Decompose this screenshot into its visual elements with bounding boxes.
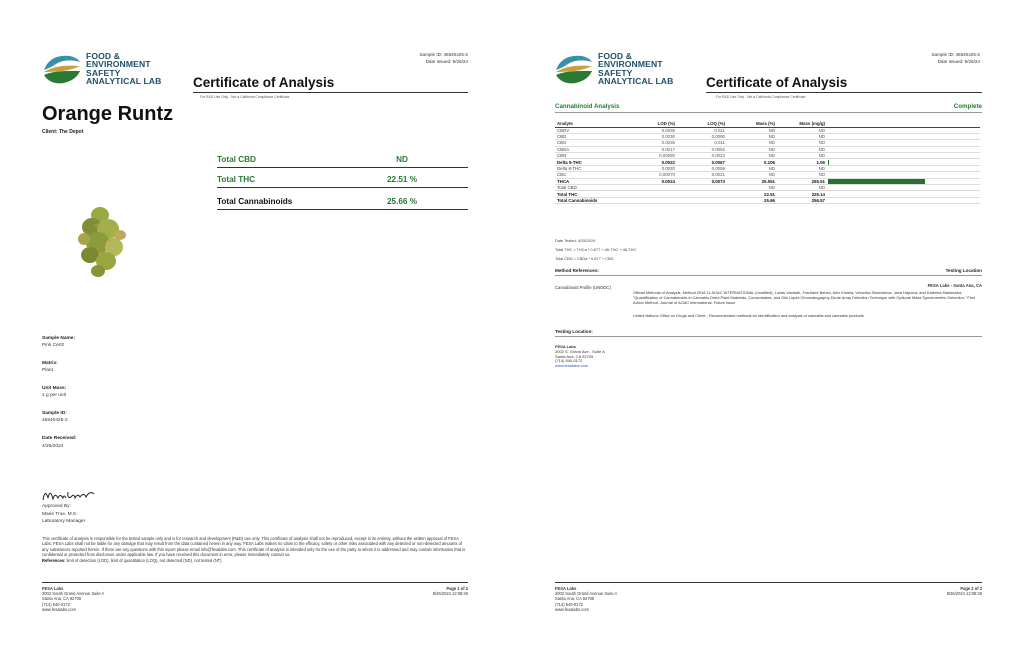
cannabinoid-table xyxy=(555,120,980,204)
unit-mass-label: Unit Mass: xyxy=(42,386,67,391)
cell-mass-mg: ND xyxy=(777,165,827,171)
cell-mass-mg: 256.57 xyxy=(777,197,827,203)
cell-lod: 0.00070 xyxy=(615,172,677,178)
summary-label: Total CBD xyxy=(217,155,256,164)
summary-row-total xyxy=(217,194,468,210)
rd-use-subtitle: For R&D Use Only - Not a California Compliance Certificate xyxy=(200,95,290,99)
cell-loq: 0.0024 xyxy=(677,153,727,159)
approver-name: Marie True, M.S. xyxy=(42,511,78,517)
fesa-logo-icon xyxy=(42,50,82,88)
logo-line-2: ENVIRONMENT xyxy=(598,59,663,70)
footer-phone: (714) 540-0172 xyxy=(42,601,70,607)
location-rule xyxy=(555,336,982,337)
footer-page-info xyxy=(433,586,468,596)
cell-lod: 0.0030 xyxy=(615,133,677,139)
col-mass-mg: Mass (mg/g) xyxy=(777,120,827,127)
cell-mass-pct: ND xyxy=(727,127,777,133)
summary-value: 22.51 % xyxy=(386,175,418,184)
cell-loq xyxy=(677,197,727,203)
footer-website[interactable]: www.fesalabs.com xyxy=(555,606,589,612)
client-name: Client: The Depot xyxy=(42,129,84,135)
rd-use-subtitle-p2: For R&D Use Only - Not a California Compliance Certificate xyxy=(716,95,806,99)
logo-line-4: ANALYTICAL LAB xyxy=(86,76,162,87)
cell-mass-mg: ND xyxy=(777,185,827,191)
cell-lod: 0.00080 xyxy=(615,153,677,159)
cell-mass-mg: ND xyxy=(777,133,827,139)
sample-id-label: Sample ID: 46540425-2 xyxy=(419,52,468,57)
cell-lod: 0.0036 xyxy=(615,140,677,146)
footer-website[interactable]: www.fesalabs.com xyxy=(42,606,76,612)
cell-mass-pct: ND xyxy=(727,153,777,159)
footer-company: FESA Labs xyxy=(555,586,577,591)
cell-analyte: CBDA xyxy=(555,146,615,152)
calc-notes xyxy=(555,236,636,263)
matrix-label: Matrix: xyxy=(42,361,58,366)
footer-address-1: 2002 South Grand Avenue Suite A xyxy=(555,591,618,597)
testing-location-col-label: Testing Location xyxy=(945,268,982,273)
footer-address-p2 xyxy=(555,586,617,612)
loc-address-1: 2002 S. Grand Ave., Suite A xyxy=(555,348,605,354)
cell-mass-pct: ND xyxy=(727,165,777,171)
method-citation: Official Methods of Analysis, Method 2018.11 AOAC INTERNATIONAL (modified), Lukas Vaclavik, Frantisek Benes, Alex Kimela, Veronika Sindowlova, Jana Hajsova, and Katerina Mastovska, "Quantification of Cannabinoids in Cannabis Dried Plant Materials, Concentrates, and Oils Liquid Chromatography-Diode Array Detection Technique with Optional Mass Spectrometric Detection," First Action Method, Journal of AOAC International, Future Issue xyxy=(633,290,975,305)
col-mass-pct: Mass (%) xyxy=(727,120,777,127)
fesa-logo xyxy=(42,50,212,90)
cell-mass-pct: ND xyxy=(727,146,777,152)
summary-label: Total THC xyxy=(217,175,256,184)
cell-mass-mg: ND xyxy=(777,140,827,146)
logo-text xyxy=(86,52,161,86)
cell-loq: 0.011 xyxy=(677,140,727,146)
logo-line-3: SAFETY xyxy=(86,67,121,78)
page-number: Page 2 of 2 xyxy=(960,586,982,591)
cell-analyte: Delta 9-THC xyxy=(555,159,615,165)
cell-analyte: Delta 8-THC xyxy=(555,165,615,171)
cell-analyte: THCA xyxy=(555,178,615,184)
disclaimer-text: This certificate of analysis is responsible for the tested sample only and is for research and development (R&D) use only. This certificate of analysis shall not be reproduced, except in its entirety, without the written approval of FESA Labs. FESA Labs shall not be liable for any damage that may result from the data contained herein in any way. FESA Labs makes no claim to the efficacy, safety or other risks associated with any detected or non-detected amounts of any substances reported herein. If there are any questions with this report please email info@fesalabs.com. This certificate of analysis is intended only for the use of the party to whom it is addressed and may contain information that is confidential or protected from disclosure under applicable law. If you have received this document in error, please immediately contact us. xyxy=(42,536,466,558)
sample-id-field-label: Sample ID: xyxy=(42,411,67,416)
fesa-logo-icon xyxy=(554,50,594,88)
concentration-bar xyxy=(828,179,925,184)
loc-phone: (714) 540-0172 xyxy=(555,358,583,364)
date-received-value: 4/25/2024 xyxy=(42,444,64,449)
header-meta xyxy=(419,52,468,65)
footer-address xyxy=(42,586,104,612)
col-bar xyxy=(827,120,980,127)
cell-loq: 0.011 xyxy=(677,127,727,133)
cell-mass-pct: ND xyxy=(727,185,777,191)
cell-mass-pct: 22.51 xyxy=(727,191,777,197)
signature-block xyxy=(42,503,85,526)
cell-lod: 0.0017 xyxy=(615,146,677,152)
references-text: limit of detection (LOD), limit of quantitation (LOQ), not detected (ND), not tested (NT) xyxy=(66,557,222,563)
summary-value: ND xyxy=(396,155,408,164)
method-location: FESA Labs - Santa Ana, CA xyxy=(927,283,982,288)
cell-mass-pct: 25.66 xyxy=(727,197,777,203)
approved-by-label: Approved By: xyxy=(42,504,71,509)
references-label: References: xyxy=(42,557,66,563)
cell-mass-mg: ND xyxy=(777,146,827,152)
cell-mass-mg: ND xyxy=(777,172,827,178)
logo-text xyxy=(598,52,673,86)
col-loq: LOQ (%) xyxy=(677,120,727,127)
cell-lod: 0.0024 xyxy=(615,178,677,184)
coa-title-p2: Certificate of Analysis xyxy=(706,75,848,90)
sample-name-label: Sample Name: xyxy=(42,336,76,341)
coa-title: Certificate of Analysis xyxy=(193,75,335,90)
total-thc-formula: Total THC = THCa * 0.877 + d9-THC + d8-THC xyxy=(555,247,637,252)
cell-analyte: CBC xyxy=(555,172,615,178)
cell-mass-mg: ND xyxy=(777,153,827,159)
cannabis-flower-image xyxy=(70,195,140,285)
analysis-status: Complete xyxy=(953,103,982,110)
summary-row-cbd xyxy=(217,152,468,168)
title-rule xyxy=(193,92,468,93)
testing-location-heading: Testing Location: xyxy=(555,329,593,334)
unit-mass-value: 1 g per unit xyxy=(42,393,67,398)
cell-analyte: Total THC xyxy=(555,191,615,197)
logo-line-2: ENVIRONMENT xyxy=(86,59,151,70)
cell-loq: 0.0090 xyxy=(677,133,727,139)
cell-mass-pct: 25.551 xyxy=(727,178,777,184)
cell-mass-mg: 225.14 xyxy=(777,191,827,197)
footer-timestamp: 9/26/2024 12:08:36 xyxy=(432,591,468,597)
fesa-logo-p2 xyxy=(554,50,724,90)
cell-analyte: Total CBD xyxy=(555,185,615,191)
cell-analyte: CBD xyxy=(555,133,615,139)
loc-website-link[interactable]: www.fesalabs.com xyxy=(555,363,589,369)
cell-mass-mg: ND xyxy=(777,127,827,133)
cell-mass-pct: ND xyxy=(727,133,777,139)
footer-page-info-p2 xyxy=(947,586,982,596)
testing-location-block xyxy=(555,345,605,369)
cell-mass-mg: 255.51 xyxy=(777,178,827,184)
cell-mass-pct: 0.106 xyxy=(727,159,777,165)
summary-row-thc xyxy=(217,172,468,188)
page-number: Page 1 of 2 xyxy=(446,586,468,591)
logo-line-1: FOOD & xyxy=(598,51,633,61)
method-name: Cannabinoid Profile (UNODC) xyxy=(555,285,611,290)
cell-loq: 0.0073 xyxy=(677,178,727,184)
summary-label: Total Cannabinoids xyxy=(217,197,293,206)
sample-id-field-value: 46540425-2 xyxy=(42,418,68,423)
cell-lod: 0.0035 xyxy=(615,127,677,133)
cannabinoid-section-title: Cannabinoid Analysis xyxy=(555,103,620,110)
cell-lod xyxy=(615,197,677,203)
sample-name-value: Pink Certz xyxy=(42,343,65,348)
logo-line-3: SAFETY xyxy=(598,67,633,78)
disclaimer xyxy=(42,536,466,563)
date-issued-label: Date Issued: 9/26/24 xyxy=(937,58,980,64)
footer-rule xyxy=(42,582,468,583)
summary-value: 25.66 % xyxy=(386,197,418,206)
cell-lod: 0.0022 xyxy=(615,159,677,165)
logo-line-4: ANALYTICAL LAB xyxy=(598,76,674,87)
cell-analyte: CBG xyxy=(555,140,615,146)
cell-analyte: CBN xyxy=(555,153,615,159)
sample-id-label: Sample ID: 46540425-2 xyxy=(931,52,980,57)
cell-loq: 0.0021 xyxy=(677,172,727,178)
total-cbd-formula: Total CBD = CBDa * 0.877 + CBD xyxy=(555,256,614,261)
footer-company: FESA Labs xyxy=(42,586,64,591)
cell-lod: 0.0020 xyxy=(615,165,677,171)
signature-image xyxy=(40,484,100,504)
approver-role: Laboratory Manager xyxy=(42,519,86,525)
col-lod: LOD (%) xyxy=(615,120,677,127)
footer-address-2: Santa Ana, CA 92705 xyxy=(42,596,82,602)
cell-mass-mg: 1.06 xyxy=(777,159,827,165)
method-rule xyxy=(555,275,982,276)
date-tested: Date Tested: 4/25/2024 xyxy=(555,238,596,243)
footer-rule-p2 xyxy=(555,582,982,583)
method-references-label: Method References: xyxy=(555,268,599,273)
cell-loq: 0.0052 xyxy=(677,146,727,152)
table-header-row xyxy=(555,120,980,127)
header-meta-p2 xyxy=(931,52,980,65)
footer-timestamp: 9/26/2024 12:08:36 xyxy=(946,591,982,597)
title-rule-p2 xyxy=(706,92,982,93)
method-citation-2: United Nations Office on Drugs and Crime - Recommended methods for identification and analysis of cannabis and cannabis products xyxy=(633,313,864,318)
matrix-value: Plant xyxy=(42,368,53,373)
loc-address-2: Santa Ana, CA 92705 xyxy=(555,353,594,359)
footer-address-2: Santa Ana, CA 92705 xyxy=(555,596,595,602)
footer-phone: (714) 540-0172 xyxy=(555,601,583,607)
cell-analyte: Total Cannabinoids xyxy=(555,197,615,203)
date-issued-label: Date Issued: 9/26/24 xyxy=(425,58,468,64)
product-name: Orange Runtz xyxy=(42,103,174,125)
footer-address-1: 2002 South Grand Avenue Suite A xyxy=(42,591,105,597)
col-analyte: Analyte xyxy=(555,120,615,127)
cell-loq: 0.0059 xyxy=(677,165,727,171)
date-received-label: Date Received: xyxy=(42,436,77,441)
section-rule xyxy=(555,112,982,113)
cell-analyte: CBDV xyxy=(555,127,615,133)
table-row xyxy=(555,197,980,203)
cell-mass-pct: ND xyxy=(727,172,777,178)
loc-company: FESA Labs xyxy=(555,344,576,349)
logo-line-1: FOOD & xyxy=(86,51,121,61)
cell-bar xyxy=(827,197,980,203)
cell-loq: 0.0067 xyxy=(677,159,727,165)
cell-mass-pct: ND xyxy=(727,140,777,146)
